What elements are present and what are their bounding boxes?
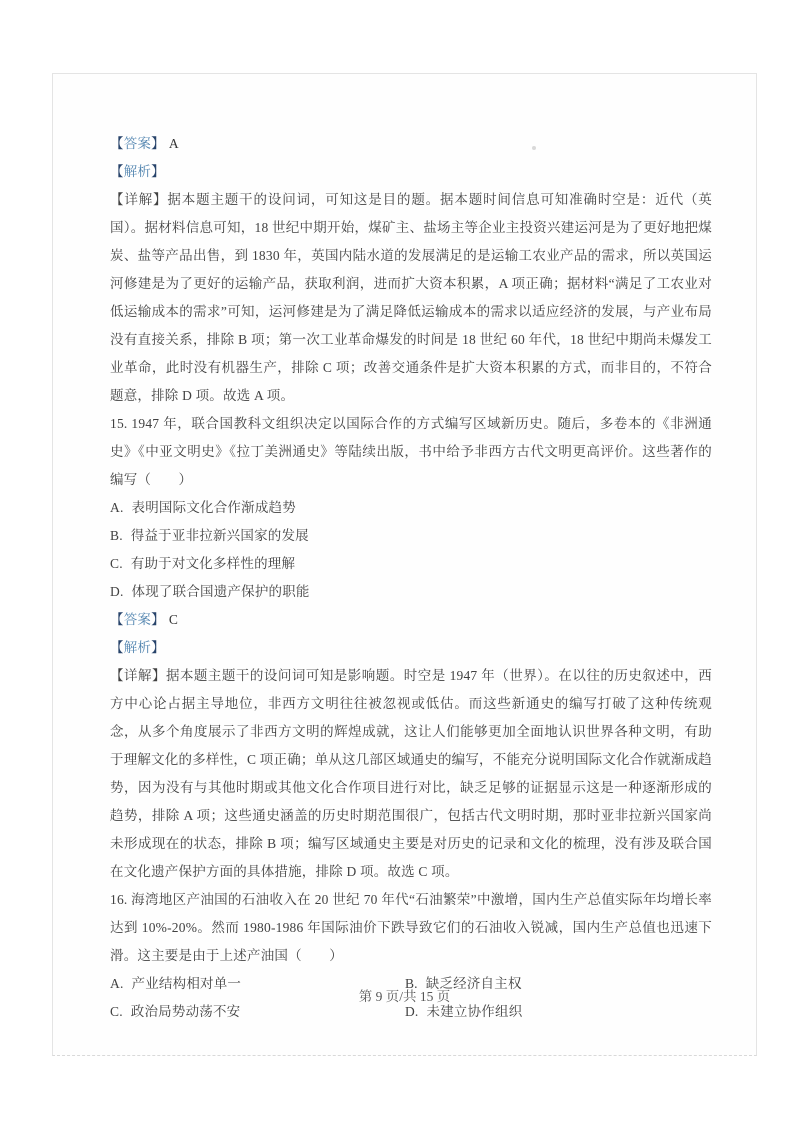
detail-label: 【详解】 — [110, 668, 166, 683]
option-text: 有助于对文化多样性的理解 — [130, 556, 296, 571]
q15-option-b — [110, 522, 712, 550]
analysis-label-bracket-open: 【 — [110, 164, 124, 179]
option-letter: D. — [110, 584, 124, 599]
q15-stem: 15. 1947 年，联合国教科文组织决定以国际合作的方式编写区域新历史。随后，多卷本的《非洲通史》《中亚文明史》《拉丁美洲通史》等陆续出版，书中给予非西方古代文明更高评价。这些著作的编写（ ） — [110, 416, 712, 487]
answer-label-bracket-open: 【 — [110, 136, 124, 151]
q15-option-c — [110, 550, 712, 578]
analysis-label-bracket-close: 】 — [151, 640, 165, 655]
option-letter: B. — [404, 976, 418, 991]
q14-detail-text: 据本题主题干的设问词，可知这是目的题。据本题时间信息可知准确时空是：近代（英国）。据材料信息可知，18 世纪中期开始，煤矿主、盐场主等企业主投资兴建运河是为了更好地把煤炭、盐等产品出售，到 1830 年，英国内陆水道的发展满足的是运输工农业产品的需求，所以英国运河修建是为了更好的运输产品，获取利润，进而扩大资本积累，A 项正确；据材料“满足了工农业对低运输成本的需求”可知，运河修建是为了满足降低运输成本的需求以适应经济的发展，与产业布局没有直接关系，排除 B 项；第一次工业革命爆发的时间是 18 世纪 60 年代，18 世纪中期尚未爆发工业革命，此时没有机器生产，排除 C 项；改善交通条件是扩大资本积累的方式，而非目的，不符合题意，排除 D 项。故选 A 项。 — [110, 192, 712, 403]
q15-options — [110, 494, 712, 606]
option-letter: C. — [110, 1004, 123, 1019]
q15-option-a — [110, 494, 712, 522]
q14-answer-line — [110, 130, 712, 158]
analysis-label-text: 解析 — [123, 164, 152, 179]
answer-label-text: 答案 — [123, 136, 152, 151]
analysis-label-bracket-close: 】 — [151, 164, 165, 179]
option-letter: A. — [110, 500, 124, 515]
q16-stem: 16. 海湾地区产油国的石油收入在 20 世纪 70 年代“石油繁荣”中激增，国内生产总值实际年均增长率达到 10%-20%。然而 1980-1986 年国际油价下跌导致它们的石油收入锐减，国内生产总值也迅速下滑。这主要是由于上述产油国（ ） — [110, 892, 712, 963]
detail-label: 【详解】 — [110, 192, 168, 207]
answer-label-text: 答案 — [123, 612, 152, 627]
q15-detail-text: 据本题主题干的设问词可知是影响题。时空是 1947 年（世界）。在以往的历史叙述中，西方中心论占据主导地位，非西方文明往往被忽视或低估。而这些新通史的编写打破了这种传统观念，从多个角度展示了非西方文明的辉煌成就，这让人们能够更加全面地认识世界各种文明，有助于理解文化的多样性，C 项正确；单从这几部区域通史的编写，不能充分说明国际文化合作就渐成趋势，因为没有与其他时期或其他文化合作项目进行对比，缺乏足够的证据显示这是一种逐渐形成的趋势，排除 A 项；这些通史涵盖的历史时期范围很广，包括古代文明时期，那时亚非拉新兴国家尚未形成现在的状态，排除 B 项；编写区域通史主要是对历史的记录和文化的梳理，没有涉及联合国在文化遗产保护方面的具体措施，排除 D 项。故选 C 项。 — [110, 668, 712, 879]
option-text: 体现了联合国遗产保护的职能 — [131, 584, 310, 599]
option-letter: A. — [110, 976, 124, 991]
option-letter: B. — [110, 528, 123, 543]
option-letter: C. — [110, 556, 123, 571]
q14-detail-paragraph — [110, 186, 712, 410]
option-text: 政治局势动荡不安 — [130, 1004, 241, 1019]
q14-analysis-line — [110, 158, 712, 186]
scanned-exam-page — [52, 73, 757, 1056]
option-text: 表明国际文化合作渐成趋势 — [131, 500, 296, 515]
analysis-label-text: 解析 — [123, 640, 152, 655]
answer-label-bracket-close: 】 — [151, 136, 165, 151]
q15-answer-value: C — [168, 612, 179, 627]
q14-answer-value: A — [168, 136, 179, 151]
analysis-label-bracket-open: 【 — [110, 640, 124, 655]
q15-detail-paragraph — [110, 662, 712, 886]
option-text: 缺乏经济自主权 — [425, 976, 522, 991]
option-text: 产业结构相对单一 — [131, 976, 242, 991]
answer-label-bracket-open: 【 — [110, 612, 124, 627]
page-content — [53, 74, 756, 1026]
option-text: 未建立协作组织 — [426, 1004, 523, 1019]
answer-label-bracket-close: 】 — [151, 612, 165, 627]
page-number: 第 9 页/共 15 页 — [358, 989, 451, 1004]
scan-artifact-dot — [532, 146, 536, 150]
option-letter: D. — [404, 1004, 419, 1019]
q15-analysis-line — [110, 634, 712, 662]
q15-option-d — [110, 578, 712, 606]
option-text: 得益于亚非拉新兴国家的发展 — [130, 528, 309, 543]
q15-answer-line — [110, 606, 712, 634]
